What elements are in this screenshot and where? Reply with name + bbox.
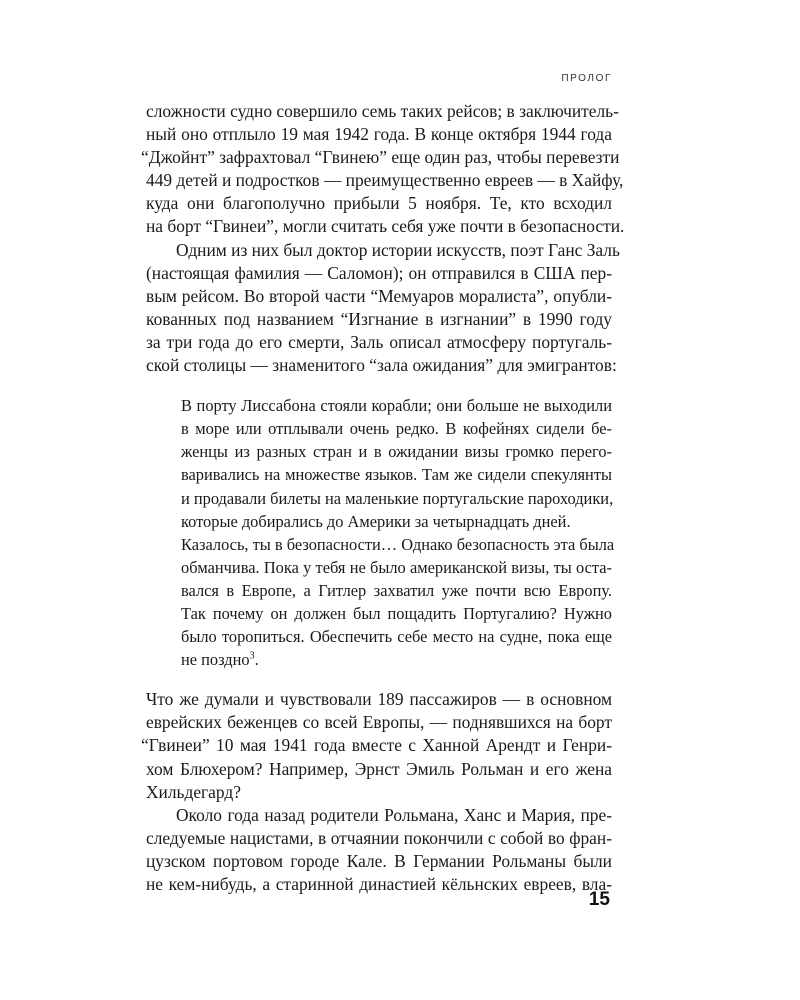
quote-line: В порту Лиссабона стояли корабли; они больше не выходили [181,396,612,416]
quote-line: в море или отплывали очень редко. В кофейнях сидели бе- [181,419,612,439]
quote-line: женцы из разных стран и в ожидании визы громко перего- [181,442,612,462]
text-line: куда они благополучно прибыли 5 ноября. Те, кто всходил [146,193,612,214]
text-line: за три года до его смерти, Заль описал атмосферу португаль- [146,331,612,352]
quote-line: вался в Европе, а Гитлер захватил уже почти всю Европу. [181,580,612,600]
body-text [141,100,625,896]
quote-line: варивались на множестве языков. Там же сидели спекулянты [181,465,612,485]
paragraph [146,804,612,896]
text-line: Что же думали и чувствовали 189 пассажиров — в основном [146,689,612,710]
text-line: (настоящая фамилия — Саломон); он отправился в США пер- [146,262,612,283]
text-line: хом Блюхером? Например, Эрнст Эмиль Рольман и его жена [146,758,612,779]
text-line: “Джойнт” зафрахтовал “Гвинею” еще один раз, чтобы перевезти [141,147,620,168]
quote-line: Так почему он должен был пощадить Португалию? Нужно [181,603,612,623]
page-number: 15 [588,889,610,910]
text-line: не кем-нибудь, а старинной династией кёльнских евреев, вла- [146,874,612,894]
text-line: Хильдегард? [146,781,241,802]
text-line: Одним из них был доктор истории искусств, поэт Ганс Заль [176,239,620,260]
running-head: ПРОЛОГ [561,73,612,84]
text-line: на борт “Гвинеи”, могли считать себя уже почти в безопасности. [146,216,625,237]
quote-line-text: не поздно [181,650,250,670]
text-line: 449 детей и подростков — преимущественно евреев — в Хайфу, [146,170,624,191]
quote-line: Казалось, ты в безопасности… Однако безопасность эта была [181,534,615,554]
text-line: сложности судно совершило семь таких рейсов; в заключитель- [146,101,619,121]
paragraph [141,100,625,239]
text-line: Около года назад родители Рольмана, Ханс и Мария, пре- [176,804,612,825]
paragraph [146,239,620,378]
footnote-ref[interactable]: 3 [249,650,255,662]
quote-last-line [181,648,612,671]
text-line: цузском портовом городе Кале. В Германии Рольманы были [146,850,612,871]
text-line: вым рейсом. Во второй части “Мемуаров моралиста”, опубли- [146,285,612,306]
text-line: ской столицы — знаменитого “зала ожидания” для эмигрантов: [146,355,617,376]
block-quote [181,394,615,671]
quote-final-punct: . [254,650,259,670]
quote-line: было торопиться. Обеспечить себе место на судне, пока еще [181,627,612,647]
quote-line: которые добирались до Америки за четырнадцать дней. [181,511,571,531]
quote-line: обманчива. Пока у тебя не было американской визы, ты оста- [181,557,612,577]
text-line: “Гвинеи” 10 мая 1941 года вместе с Ханной Арендт и Генри- [141,735,612,756]
paragraph [141,688,612,803]
text-line: ный оно отплыло 19 мая 1942 года. В конце октября 1944 года [146,124,612,145]
text-line: следуемые нацистами, в отчаянии покончили с собой во фран- [146,827,612,848]
quote-line: и продавали билеты на маленькие португальские пароходики, [181,488,614,508]
text-line: еврейских беженцев со всей Европы, — поднявшихся на борт [146,712,612,733]
text-line: кованных под названием “Изгнание в изгнании” в 1990 году [146,308,612,329]
